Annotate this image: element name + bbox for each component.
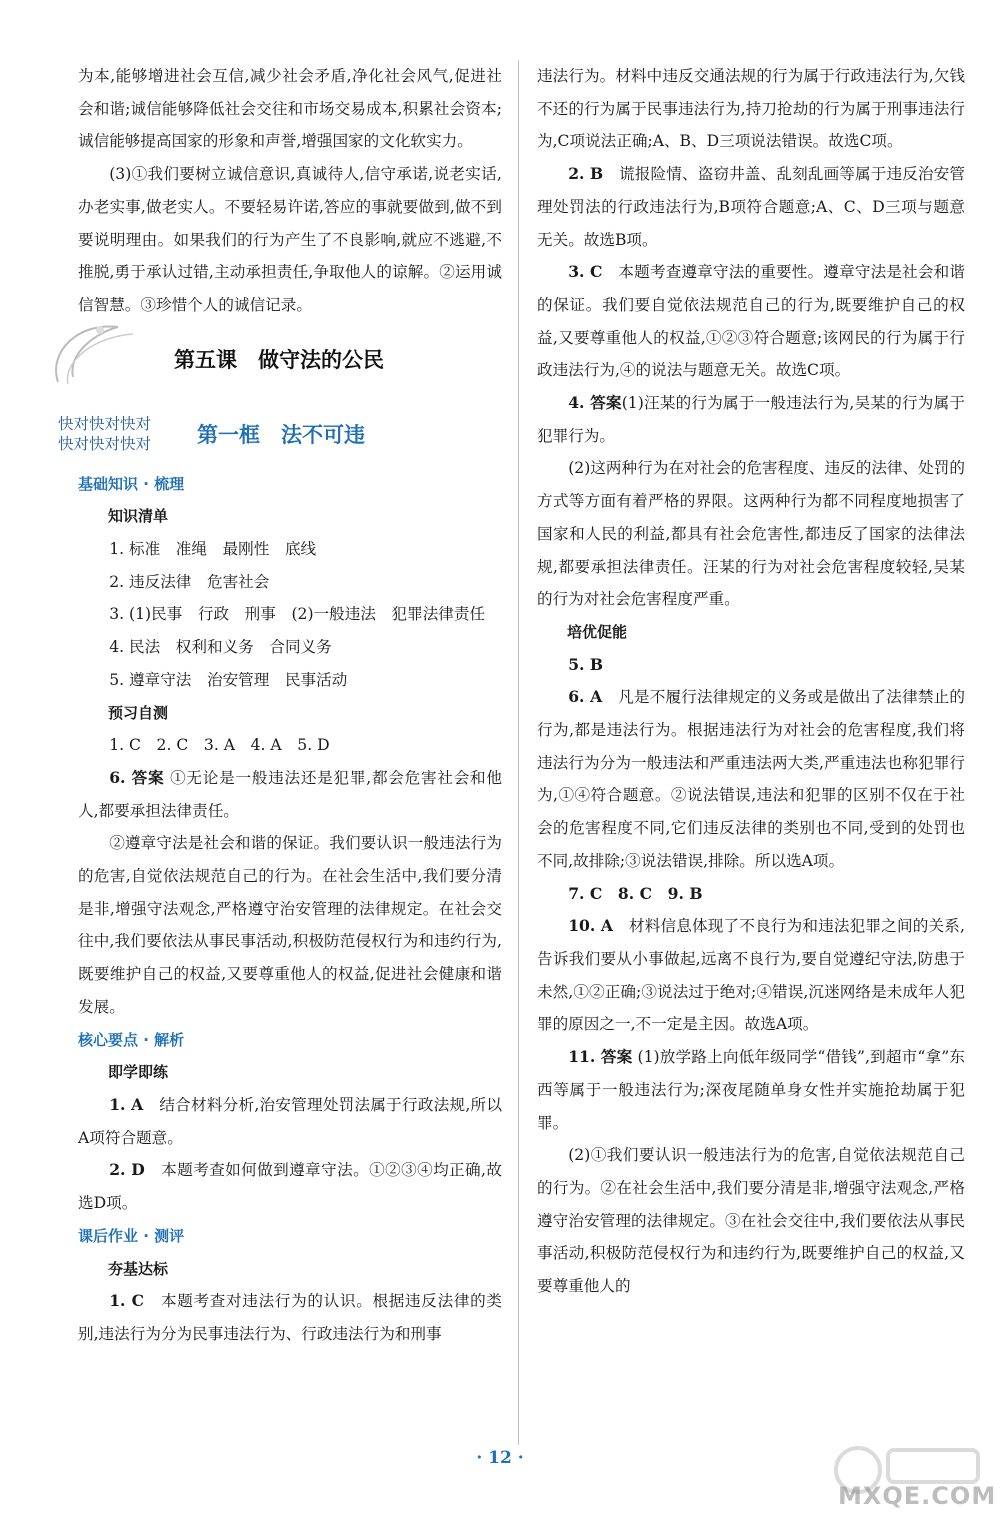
homework-3-number: 3. C bbox=[568, 262, 603, 282]
advanced-10-text: 材料信息体现了不良行为和违法犯罪之间的关系,告诉我们要从小事做起,远离不良行为,要自觉遵纪守法,防患于未然,①②正确;③说法过于绝对;④错误,沉迷网络是未成年人犯罪的原因之一,不一定是主因。故选A项。 bbox=[537, 917, 965, 1034]
homework-3-text: 本题考查遵章守法的重要性。遵章守法是社会和谐的保证。我们要自觉依法规范自己的行为,既要维护自己的权益,又要尊重他人的权益,①②③符合题意;该网民的行为属于行政违法行为,④的说法与题意无关。故选C项。 bbox=[537, 263, 965, 380]
section-heading-core: 核心要点 · 解析 bbox=[78, 1030, 185, 1049]
practice-answer-1 bbox=[78, 1089, 502, 1154]
practice-2-number: 2. D bbox=[109, 1160, 145, 1180]
subheading-knowledge-list: 知识清单 bbox=[108, 507, 169, 526]
homework-4-number: 4. 答案 bbox=[568, 393, 622, 413]
column-divider bbox=[518, 60, 519, 1445]
practice-answer-2 bbox=[78, 1154, 502, 1219]
homework-answer-4b: (2)这两种行为在对社会的危害程度、违反的法律、处罚的方式等方面有着严格的界限。这两种行为都不同程度地损害了国家和人民的利益,都具有社会危害性,都违反了国家的法律法规,都要承担法律责任。汪某的行为对社会危害程度较轻,吴某的行为对社会危害程度严重。 bbox=[537, 459, 965, 609]
swirl-decoration-icon bbox=[38, 312, 158, 392]
left-column bbox=[58, 60, 502, 1351]
knowledge-item-2: 2. 违反法律 危害社会 bbox=[109, 572, 270, 591]
subheading-preview-test: 预习自测 bbox=[108, 703, 169, 722]
practice-1-number: 1. A bbox=[109, 1094, 144, 1114]
advanced-11-number: 11. 答案 bbox=[568, 1047, 633, 1067]
knowledge-item-3: 3. (1)民事 行政 刑事 (2)一般违法 犯罪法律责任 bbox=[109, 605, 486, 624]
section-heading-homework: 课后作业 · 测评 bbox=[78, 1226, 185, 1245]
advanced-11-text-a: (1)放学路上向低年级同学“借钱”,到超市“拿”东西等属于一般违法行为;深夜尾随单身女性并实施抢劫属于犯罪。 bbox=[537, 1048, 965, 1132]
practice-2-text: 本题考查如何做到遵章守法。①②③④均正确,故选D项。 bbox=[78, 1161, 502, 1213]
advanced-6-text: 凡是不履行法律规定的义务或是做出了法律禁止的行为,都是违法行为。根据违法行为对社会的危害程度,我们将违法行为分为一般违法和严重违法两大类,严重违法也称犯罪行为,①④符合题意。②说法错误,违法和犯罪的区别不仅在于社会的危害程度不同,它们违反法律的类别也不同,受到的处罚也不同,故排除;③说法错误,排除。所以选A项。 bbox=[537, 688, 965, 870]
homework-answer-2 bbox=[537, 158, 965, 256]
slogan bbox=[58, 414, 173, 454]
frame-title: 第一框 法不可违 bbox=[197, 422, 365, 447]
homework-2-number: 2. B bbox=[568, 164, 604, 184]
homework-answer-4a bbox=[537, 387, 965, 452]
advanced-6-number: 6. A bbox=[568, 687, 603, 707]
slogan-line-1: 快对快对快对 bbox=[58, 414, 152, 433]
advanced-answers-7-9: 7. C 8. C 9. B bbox=[568, 883, 703, 903]
advanced-answer-6 bbox=[537, 681, 965, 877]
knowledge-item-5: 5. 遵章守法 治安管理 民事活动 bbox=[109, 670, 348, 689]
slogan-line-2: 快对快对快对 bbox=[58, 434, 152, 453]
knowledge-item-1: 1. 标准 准绳 最刚性 底线 bbox=[109, 540, 317, 559]
homework-4-text-a: (1)汪某的行为属于一般违法行为,吴某的行为属于犯罪行为。 bbox=[537, 394, 966, 445]
advanced-answer-10 bbox=[537, 910, 965, 1041]
answer-6-part-2: ②遵章守法是社会和谐的保证。我们要认识一般违法行为的危害,自觉依法规范自己的行为。在社会生活中,我们要分清是非,增强守法观念,严格遵守治安管理的法律规定。在社会交往中,我们要依法从事民事活动,积极防范侵权行为和违约行为,既要维护自己的权益,又要尊重他人的权益,促进社会健康和谐发展。 bbox=[78, 834, 502, 1016]
homework-2-text: 谎报险情、盗窃井盖、乱刻乱画等属于违反治安管理处罚法的行政违法行为,B项符合题意;A、C、D三项与题意无关。故选B项。 bbox=[537, 165, 965, 249]
section-heading-basics: 基础知识 · 梳理 bbox=[78, 474, 185, 493]
intro-paragraph-2: (3)①我们要树立诚信意识,真诚待人,信守承诺,说老实话,办老实事,做老实人。不要轻易许诺,答应的事就要做到,做不到要说明理由。如果我们的行为产生了不良影响,就应不逃避,不推脱,勇于承认过错,主动承担责任,争取他人的谅解。②运用诚信智慧。③珍惜个人的诚信记录。 bbox=[78, 165, 502, 314]
lesson-header bbox=[78, 322, 502, 400]
lesson-title: 第五课 做守法的公民 bbox=[174, 347, 384, 372]
advanced-10-number: 10. A bbox=[568, 916, 614, 936]
watermark-text: MXQE.COM bbox=[838, 1482, 997, 1510]
frame-header bbox=[58, 400, 502, 468]
subheading-practice: 即学即练 bbox=[108, 1063, 169, 1082]
homework-1-number: 1. C bbox=[109, 1291, 144, 1311]
answer-6-text-1: ①无论是一般违法还是犯罪,都会危害社会和他人,都要承担法律责任。 bbox=[78, 768, 502, 820]
advanced-answer-5: 5. B bbox=[568, 654, 604, 674]
knowledge-item-4: 4. 民法 权利和义务 合同义务 bbox=[109, 638, 332, 657]
homework-1-continued: 违法行为。材料中违反交通法规的行为属于行政违法行为,欠钱不还的行为属于民事违法行为,持刀抢劫的行为属于刑事违法行为,C项说法正确;A、B、D三项说法错误。故选C项。 bbox=[537, 67, 965, 151]
practice-1-text: 结合材料分析,治安管理处罚法属于行政法规,所以A项符合题意。 bbox=[78, 1095, 502, 1147]
advanced-answer-11a bbox=[537, 1041, 965, 1139]
subheading-foundation: 夯基达标 bbox=[108, 1259, 169, 1278]
homework-answer-3 bbox=[537, 256, 965, 387]
right-column bbox=[537, 60, 965, 1303]
homework-1-text: 本题考查对违法行为的认识。根据违反法律的类别,违法行为分为民事违法行为、行政违法行为和刑事 bbox=[78, 1292, 502, 1343]
preview-answers: 1. C 2. C 3. A 4. A 5. D bbox=[109, 736, 330, 755]
homework-answer-1 bbox=[78, 1285, 502, 1350]
answer-6-number: 6. 答案 bbox=[109, 767, 165, 787]
subheading-advanced: 培优促能 bbox=[567, 622, 628, 641]
intro-paragraph-1: 为本,能够增进社会互信,减少社会矛盾,净化社会风气,促进社会和谐;诚信能够降低社会交往和市场交易成本,积累社会资本;诚信能够提高国家的形象和声誉,增强国家的文化软实力。 bbox=[78, 67, 502, 151]
answer-6-part-1 bbox=[78, 762, 502, 827]
advanced-answer-11b: (2)①我们要认识一般违法行为的危害,自觉依法规范自己的行为。②在社会生活中,我们要分清是非,增强守法观念,严格遵守治安管理的法律规定。③在社会交往中,我们要依法从事民事活动,积极防范侵权行为和违约行为,既要维护自己的权益,又要尊重他人的 bbox=[537, 1146, 965, 1296]
page-number: · 12 · bbox=[476, 1448, 524, 1468]
